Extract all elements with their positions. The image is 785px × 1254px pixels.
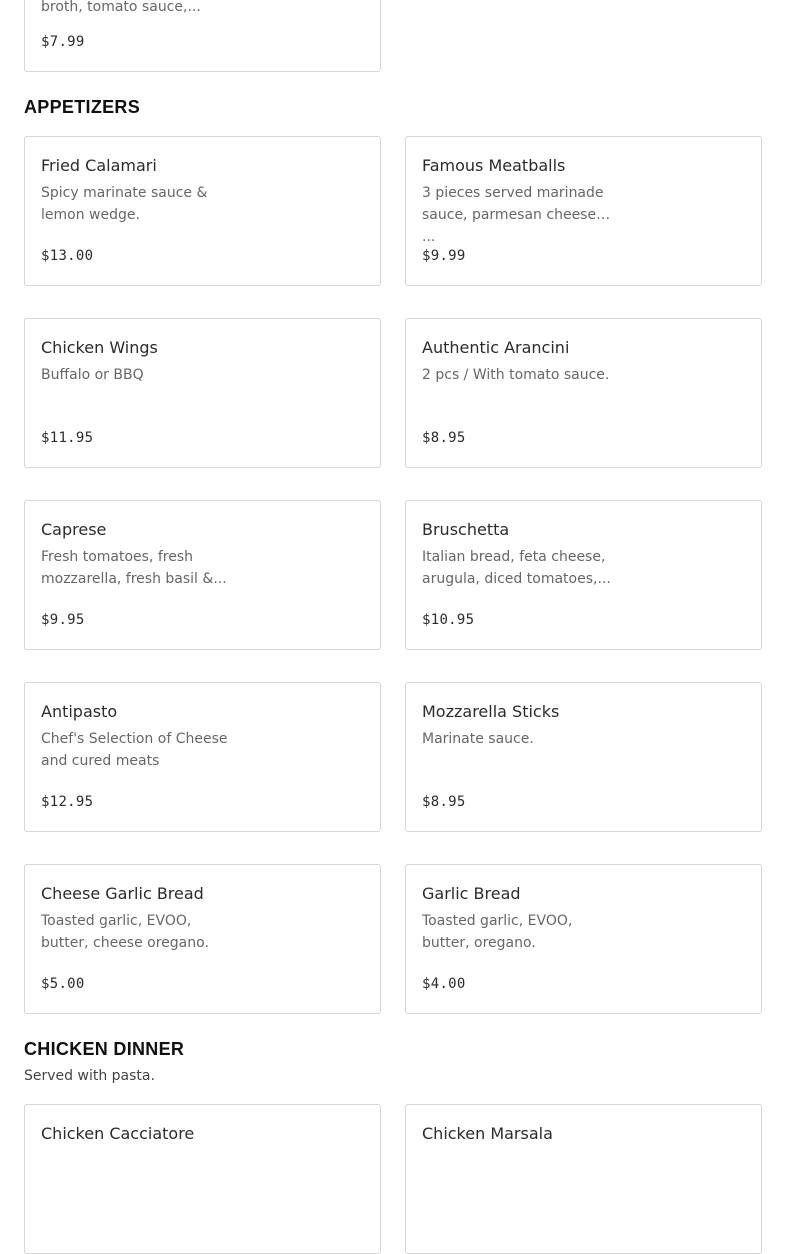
menu-item-description: 2 pcs / With tomato sauce. [422,367,610,383]
menu-item-card[interactable] [405,682,762,832]
menu-item-description: Chef's Selection of Cheese and cured meats [41,731,228,769]
menu-item-name: Chicken Marsala [422,1124,553,1143]
section-title-appetizers: APPETIZERS [24,97,141,117]
menu-item-price: $7.99 [41,34,85,50]
menu-item-name: Chicken Cacciatore [41,1124,195,1143]
menu-item-name: Authentic Arancini [422,338,570,357]
menu-item-name: Caprese [41,520,107,539]
menu-item-price: $12.95 [41,794,94,810]
menu-item-card[interactable] [405,318,762,468]
menu-item-card[interactable] [24,318,381,468]
section-title-chicken-dinner: CHICKEN DINNER [24,1039,185,1059]
menu-item-description: Fresh tomatoes, fresh mozzarella, fresh basil &... [41,549,227,587]
menu-item-price: $8.95 [422,430,466,446]
menu-item-price: $9.95 [41,612,85,628]
menu-item-description: broth, tomato sauce,... [41,0,201,15]
menu-item-name: Cheese Garlic Bread [41,884,204,903]
menu-item-description: Buffalo or BBQ [41,367,144,383]
menu-item-card[interactable] [405,136,762,286]
menu-item-name: Mozzarella Sticks [422,702,560,721]
menu-item-card[interactable] [405,864,762,1014]
menu-item-name: Chicken Wings [41,338,158,357]
menu-item-name: Famous Meatballs [422,156,566,175]
menu-item-description: Italian bread, feta cheese, arugula, diced tomatoes,... [422,549,611,587]
menu-item-description: Spicy marinate sauce & lemon wedge. [41,185,208,223]
menu-item-card[interactable] [24,0,381,72]
menu-item-price: $4.00 [422,976,466,992]
menu-item-price: $13.00 [41,248,94,264]
menu-item-price: $8.95 [422,794,466,810]
menu-item-description: Toasted garlic, EVOO, butter, cheese oregano. [41,913,209,951]
menu-item-price: $10.95 [422,612,475,628]
menu-item-card[interactable] [405,500,762,650]
menu-item-card[interactable] [24,682,381,832]
menu-item-card[interactable] [24,136,381,286]
menu-item-card[interactable] [405,1104,762,1254]
menu-item-description: 3 pieces served marinade sauce, parmesan cheese ... [422,185,604,245]
menu-item-price: $5.00 [41,976,85,992]
menu-item-price: $11.95 [41,430,94,446]
menu-item-card[interactable] [24,1104,381,1254]
menu-item-description: Toasted garlic, EVOO, butter, oregano. [422,913,573,951]
menu-item-description: Marinate sauce. [422,731,534,747]
menu-item-name: Garlic Bread [422,884,521,903]
menu-item-name: Antipasto [41,702,118,721]
menu-item-name: Fried Calamari [41,156,157,175]
menu-item-card[interactable] [24,864,381,1014]
menu-item-price: $9.99 [422,248,466,264]
menu-item-card[interactable] [24,500,381,650]
menu-item-name: Bruschetta [422,520,510,539]
section-subtitle: Served with pasta. [24,1068,155,1084]
